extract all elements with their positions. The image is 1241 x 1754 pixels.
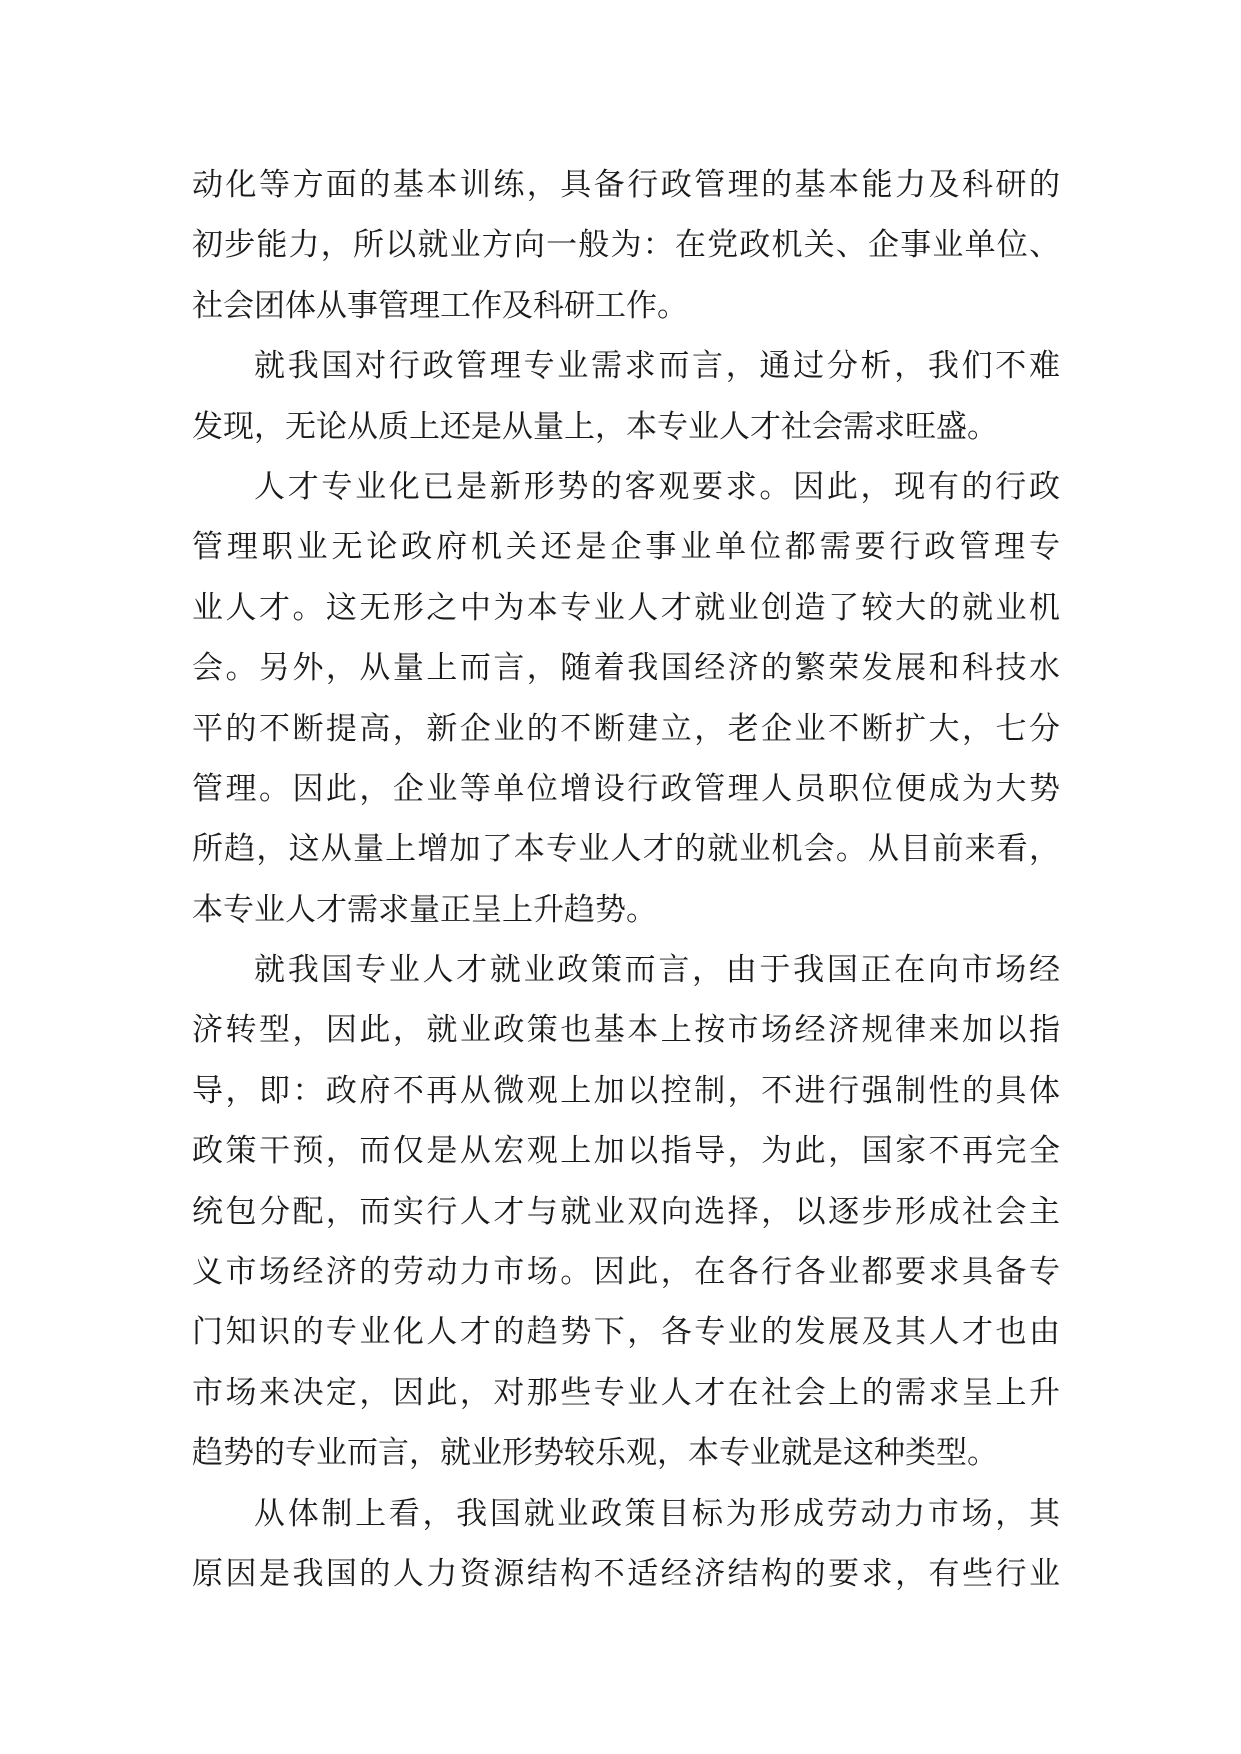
- text-line: 就我国对行政管理专业需求而言，通过分析，我们不难: [254, 348, 1060, 385]
- text-line: 平的不断提高，新企业的不断建立，老企业不断扩大，七分: [192, 710, 1060, 747]
- text-line: 动化等方面的基本训练，具备行政管理的基本能力及科研的: [192, 167, 1060, 203]
- text-line: 原因是我国的人力资源结构不适经济结构的要求，有些行业: [192, 1555, 1060, 1592]
- text-line: 从体制上看，我国就业政策目标为形成劳动力市场，其: [254, 1495, 1060, 1532]
- text-line: 义市场经济的劳动力市场。因此，在各行各业都要求具备专: [192, 1254, 1060, 1291]
- text-line: 所趋，这从量上增加了本专业人才的就业机会。从目前来看，: [192, 831, 1060, 868]
- body-text: [192, 155, 1060, 1604]
- text-line: 济转型，因此，就业政策也基本上按市场经济规律来加以指: [192, 1012, 1060, 1049]
- text-line: 统包分配，而实行人才与就业双向选择，以逐步形成社会主: [192, 1193, 1060, 1230]
- text-line: 管理职业无论政府机关还是企事业单位都需要行政管理专: [192, 529, 1060, 566]
- text-line: 社会团体从事管理工作及科研工作。: [192, 287, 688, 324]
- text-line: 门知识的专业化人才的趋势下，各专业的发展及其人才也由: [192, 1314, 1060, 1351]
- text-line: 发现，无论从质上还是从量上，本专业人才社会需求旺盛。: [192, 408, 998, 445]
- text-line: 政策干预，而仅是从宏观上加以指导，为此，国家不再完全: [192, 1133, 1060, 1170]
- text-line: 导，即：政府不再从微观上加以控制，不进行强制性的具体: [192, 1072, 1060, 1109]
- text-line: 本专业人才需求量正呈上升趋势。: [192, 891, 657, 928]
- text-line: 人才专业化已是新形势的客观要求。因此，现有的行政: [254, 468, 1060, 505]
- text-line: 管理。因此，企业等单位增设行政管理人员职位便成为大势: [192, 770, 1060, 807]
- text-line: 会。另外，从量上而言，随着我国经济的繁荣发展和科技水: [192, 650, 1060, 687]
- text-line: 初步能力，所以就业方向一般为：在党政机关、企事业单位、: [192, 227, 1060, 264]
- text-line: 趋势的专业而言，就业形势较乐观，本专业就是这种类型。: [192, 1435, 998, 1472]
- text-line: 市场来决定，因此，对那些专业人才在社会上的需求呈上升: [192, 1374, 1060, 1411]
- text-line: 业人才。这无形之中为本专业人才就业创造了较大的就业机: [192, 589, 1060, 626]
- text-line: 就我国专业人才就业政策而言，由于我国正在向市场经: [254, 952, 1060, 989]
